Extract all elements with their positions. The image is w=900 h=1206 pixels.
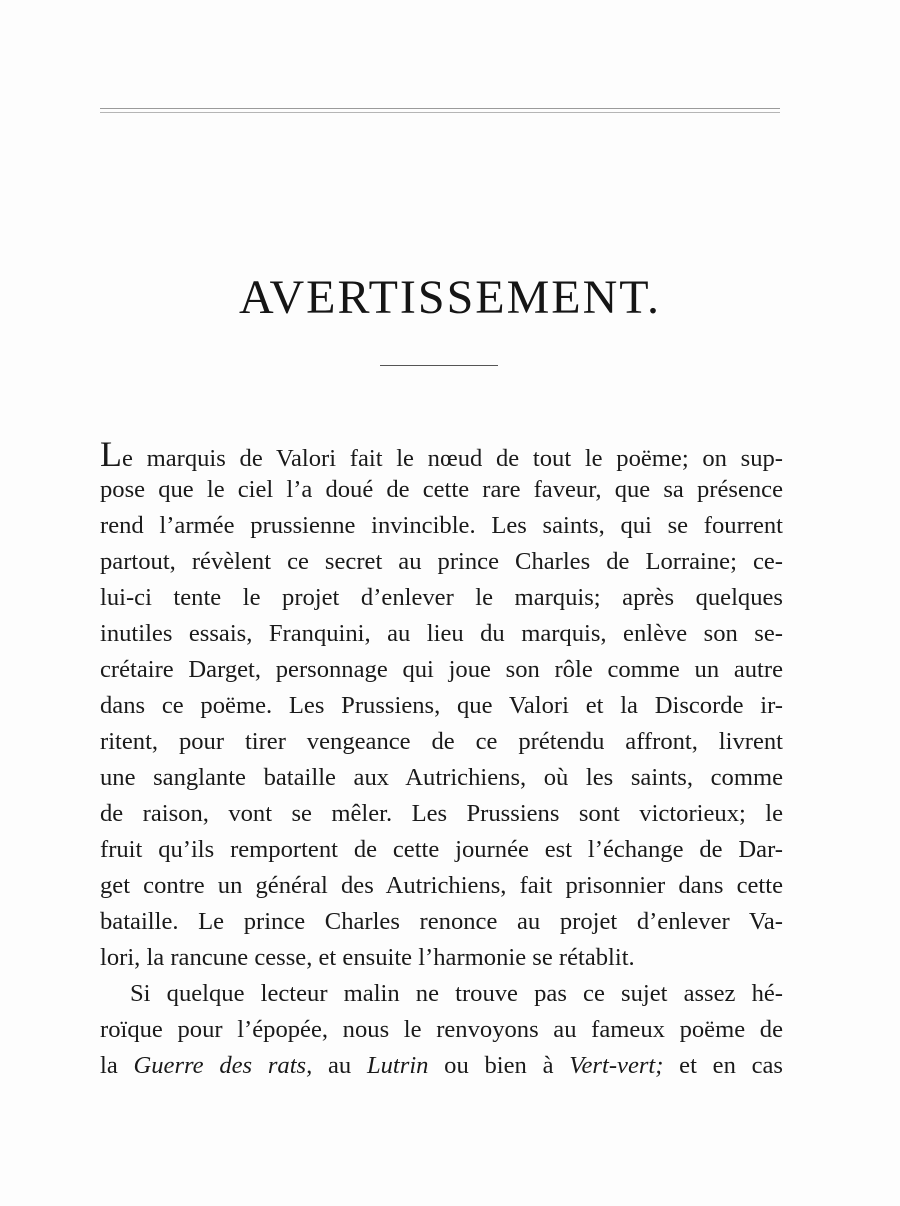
header-rule-bottom <box>100 112 780 113</box>
italic-title-vert-vert: Vert-vert; <box>569 1052 664 1079</box>
text-line-content: e marquis de Valori fait le nœud de tout le poëme; on sup- <box>122 445 783 472</box>
text-line: de raison, vont se mêler. Les Prussiens sont victorieux; le <box>100 800 783 827</box>
text-fragment: et en cas <box>663 1052 783 1079</box>
body-text <box>100 436 783 1084</box>
text-line: get contre un général des Autrichiens, fait prisonnier dans cette <box>100 872 783 899</box>
italic-title-guerre-des-rats: Guerre des rats, <box>133 1052 313 1079</box>
text-line: rend l’armée prussienne invincible. Les saints, qui se fourrent <box>100 512 783 539</box>
text-line: dans ce poëme. Les Prussiens, que Valori et la Discorde ir- <box>100 692 783 719</box>
text-line: une sanglante bataille aux Autrichiens, où les saints, comme <box>100 764 783 791</box>
text-line: crétaire Darget, personnage qui joue son rôle comme un autre <box>100 656 783 683</box>
header-double-rule <box>100 108 780 114</box>
text-line: lori, la rancune cesse, et ensuite l’harmonie se rétablit. <box>100 944 635 971</box>
text-line: bataille. Le prince Charles renonce au projet d’enlever Va- <box>100 908 783 935</box>
drop-cap: L <box>100 434 122 474</box>
text-line: lui-ci tente le projet d’enlever le marquis; après quelques <box>100 584 783 611</box>
text-line <box>100 436 783 472</box>
text-line: inutiles essais, Franquini, au lieu du marquis, enlève son se- <box>100 620 783 647</box>
text-line: ritent, pour tirer vengeance de ce prétendu affront, livrent <box>100 728 783 755</box>
text-line <box>100 1048 783 1084</box>
text-fragment: ou bien à <box>428 1052 570 1079</box>
title-divider <box>380 365 498 366</box>
text-fragment: la <box>100 1052 134 1079</box>
header-rule-top <box>100 108 780 109</box>
text-line: roïque pour l’épopée, nous le renvoyons au fameux poëme de <box>100 1016 783 1043</box>
page-title: AVERTISSEMENT. <box>238 271 662 324</box>
text-line: Si quelque lecteur malin ne trouve pas ce sujet assez hé- <box>130 980 783 1007</box>
italic-title-lutrin: Lutrin <box>366 1052 429 1079</box>
paragraph-2 <box>100 976 783 1084</box>
text-line: fruit qu’ils remportent de cette journée est l’échange de Dar- <box>100 836 783 863</box>
text-line: partout, révèlent ce secret au prince Charles de Lorraine; ce- <box>100 548 783 575</box>
text-line: pose que le ciel l’a doué de cette rare faveur, que sa présence <box>100 476 783 503</box>
text-fragment: au <box>312 1052 367 1079</box>
paragraph-1 <box>100 436 783 976</box>
